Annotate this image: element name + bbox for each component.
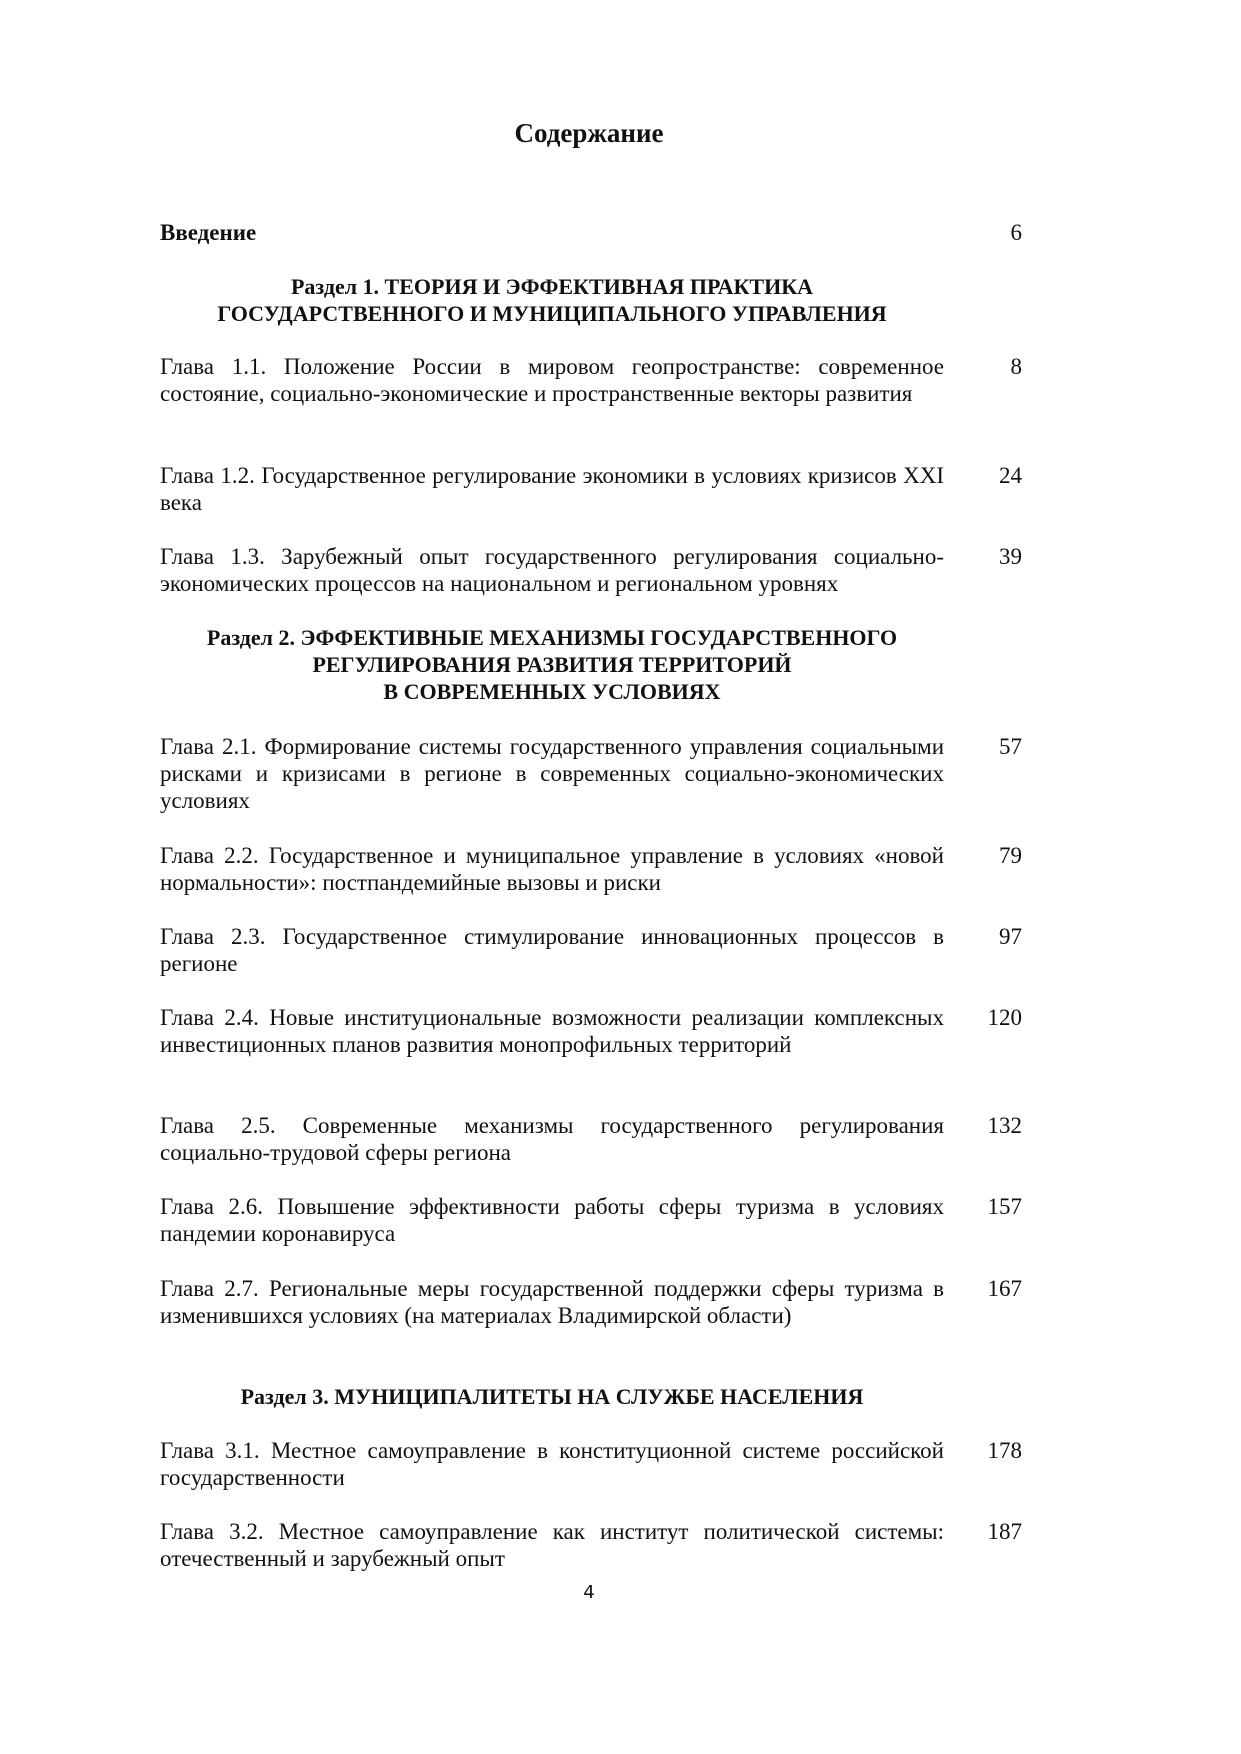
section-heading-1	[160, 273, 944, 327]
toc-entry-label: Глава 2.3. Государственное стимулирование инновационных процессов в регионе	[160, 924, 944, 976]
page-number: 4	[583, 1582, 595, 1603]
toc-entry-label: Глава 2.5. Современные механизмы государственного регулирования социально-трудовой сферы региона	[160, 1113, 944, 1165]
toc-page-number: 120	[987, 1005, 1022, 1030]
toc-entry-chapter-1-2	[160, 462, 1022, 516]
toc-page-number: 132	[987, 1113, 1022, 1138]
toc-entry-chapter-2-1	[160, 733, 1022, 814]
toc-entry-label: Глава 1.3. Зарубежный опыт государственного регулирования социально-экономических процессов на национальном и региональном уровнях	[160, 544, 944, 596]
section-heading-2	[160, 624, 944, 705]
toc-page-number: 8	[1010, 354, 1022, 379]
toc-page-number: 187	[987, 1519, 1022, 1544]
toc-entry-chapter-1-1	[160, 353, 1022, 407]
toc-entry-chapter-2-4	[160, 1004, 1022, 1058]
toc-entry-label: Глава 2.7. Региональные меры государственной поддержки сферы туризма в изменившихся условиях (на материалах Владимирской области)	[160, 1276, 944, 1328]
section-heading-line: Раздел 3. МУНИЦИПАЛИТЕТЫ НА СЛУЖБЕ НАСЕЛЕНИЯ	[240, 1384, 864, 1409]
section-heading-3	[160, 1383, 944, 1410]
toc-entry-label: Глава 3.1. Местное самоуправление в конституционной системе российской государственности	[160, 1438, 944, 1490]
toc-entry-chapter-2-2	[160, 842, 1022, 896]
toc-entry-introduction	[160, 219, 1022, 246]
section-heading-line: Раздел 1. ТЕОРИЯ И ЭФФЕКТИВНАЯ ПРАКТИКА	[290, 274, 814, 299]
toc-entry-label: Введение	[160, 220, 257, 245]
toc-entry-chapter-1-3	[160, 543, 1022, 597]
toc-page-number: 39	[999, 544, 1022, 569]
toc-entry-chapter-3-1	[160, 1437, 1022, 1491]
toc-entry-chapter-2-3	[160, 923, 1022, 977]
toc-page-number: 24	[999, 463, 1022, 488]
toc-entry-chapter-3-2	[160, 1518, 1022, 1572]
toc-entry-label: Глава 1.2. Государственное регулирование экономики в условиях кризисов XXI века	[160, 463, 944, 515]
section-heading-line: Раздел 2. ЭФФЕКТИВНЫЕ МЕХАНИЗМЫ ГОСУДАРСТВЕННОГО	[206, 625, 898, 650]
toc-page-number: 157	[987, 1194, 1022, 1219]
page-title: Содержание	[514, 118, 664, 148]
toc-page-number: 79	[999, 843, 1022, 868]
toc-entry-label: Глава 2.1. Формирование системы государственного управления социальными рисками и кризисами в регионе в современных социально-экономических условиях	[160, 734, 944, 813]
toc-entry-chapter-2-6	[160, 1193, 1022, 1247]
toc-page-number: 57	[999, 734, 1022, 759]
toc-entry-label: Глава 2.2. Государственное и муниципальное управление в условиях «новой нормальности»: постпандемийные вызовы и риски	[160, 843, 944, 895]
toc-entry-label: Глава 1.1. Положение России в мировом геопространстве: современное состояние, социально-экономические и пространственные векторы развития	[160, 354, 944, 406]
section-heading-line: В СОВРЕМЕННЫХ УСЛОВИЯХ	[383, 679, 721, 704]
section-heading-line: ГОСУДАРСТВЕННОГО И МУНИЦИПАЛЬНОГО УПРАВЛЕНИЯ	[217, 301, 887, 326]
toc-entry-label: Глава 3.2. Местное самоуправление как институт политической системы: отечественный и зарубежный опыт	[160, 1519, 944, 1571]
toc-entry-label: Глава 2.4. Новые институциональные возможности реализации комплексных инвестиционных планов развития монопрофильных территорий	[160, 1005, 944, 1057]
toc-entry-chapter-2-7	[160, 1275, 1022, 1329]
toc-entry-label: Глава 2.6. Повышение эффективности работы сферы туризма в условиях пандемии коронавируса	[160, 1194, 944, 1246]
toc-page-number: 6	[1010, 220, 1022, 245]
section-heading-line: РЕГУЛИРОВАНИЯ РАЗВИТИЯ ТЕРРИТОРИЙ	[312, 652, 792, 677]
toc-page-number: 167	[987, 1276, 1022, 1301]
toc-entry-chapter-2-5	[160, 1112, 1022, 1166]
toc-page-number: 178	[987, 1438, 1022, 1463]
toc-page-number: 97	[999, 924, 1022, 949]
